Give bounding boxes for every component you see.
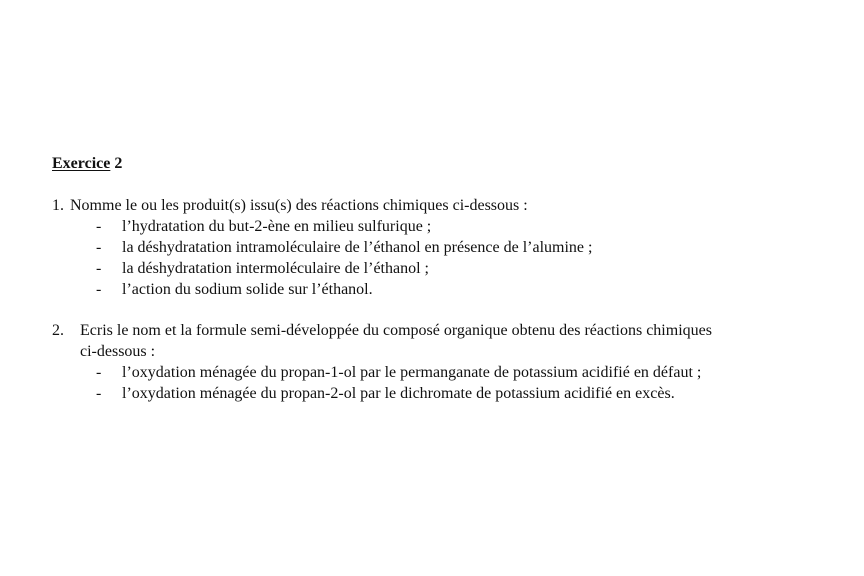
question-1 (52, 195, 842, 300)
question-1-list (52, 216, 842, 300)
question-1-statement (52, 195, 842, 216)
list-item (52, 216, 842, 237)
bullet-dash: - (96, 385, 102, 402)
question-1-text: Nomme le ou les produit(s) issu(s) des réactions chimiques ci-dessous : (70, 197, 528, 214)
question-2-text-line1: Ecris le nom et la formule semi-développée du composé organique obtenu des réactions chimiques (80, 322, 712, 339)
bullet-dash: - (96, 218, 102, 235)
question-2-statement (52, 320, 842, 341)
bullet-dash: - (96, 364, 102, 381)
list-item-text: la déshydratation intermoléculaire de l’éthanol ; (122, 260, 429, 277)
question-2 (52, 320, 842, 404)
list-item-text: la déshydratation intramoléculaire de l’éthanol en présence de l’alumine ; (122, 239, 593, 256)
list-item-text: l’oxydation ménagée du propan-1-ol par le permanganate de potassium acidifié en défaut ; (122, 364, 702, 381)
question-2-text-line2: ci-dessous : (80, 343, 156, 360)
list-item-text: l’action du sodium solide sur l’éthanol. (122, 281, 373, 298)
exercise-title-number: 2 (114, 155, 123, 172)
list-item (52, 362, 842, 383)
bullet-dash: - (96, 239, 102, 256)
list-item-text: l’hydratation du but-2-ène en milieu sulfurique ; (122, 218, 432, 235)
list-item (52, 383, 842, 404)
question-2-list (52, 362, 842, 404)
exercise-title-word: Exercice (52, 155, 111, 172)
bullet-dash: - (96, 260, 102, 277)
bullet-dash: - (96, 281, 102, 298)
list-item (52, 279, 842, 300)
question-1-number: 1. (52, 197, 64, 214)
question-2-number: 2. (52, 322, 64, 339)
list-item-text: l’oxydation ménagée du propan-2-ol par le dichromate de potassium acidifié en excès. (122, 385, 675, 402)
exercise-title (52, 153, 122, 174)
list-item (52, 258, 842, 279)
list-item (52, 237, 842, 258)
